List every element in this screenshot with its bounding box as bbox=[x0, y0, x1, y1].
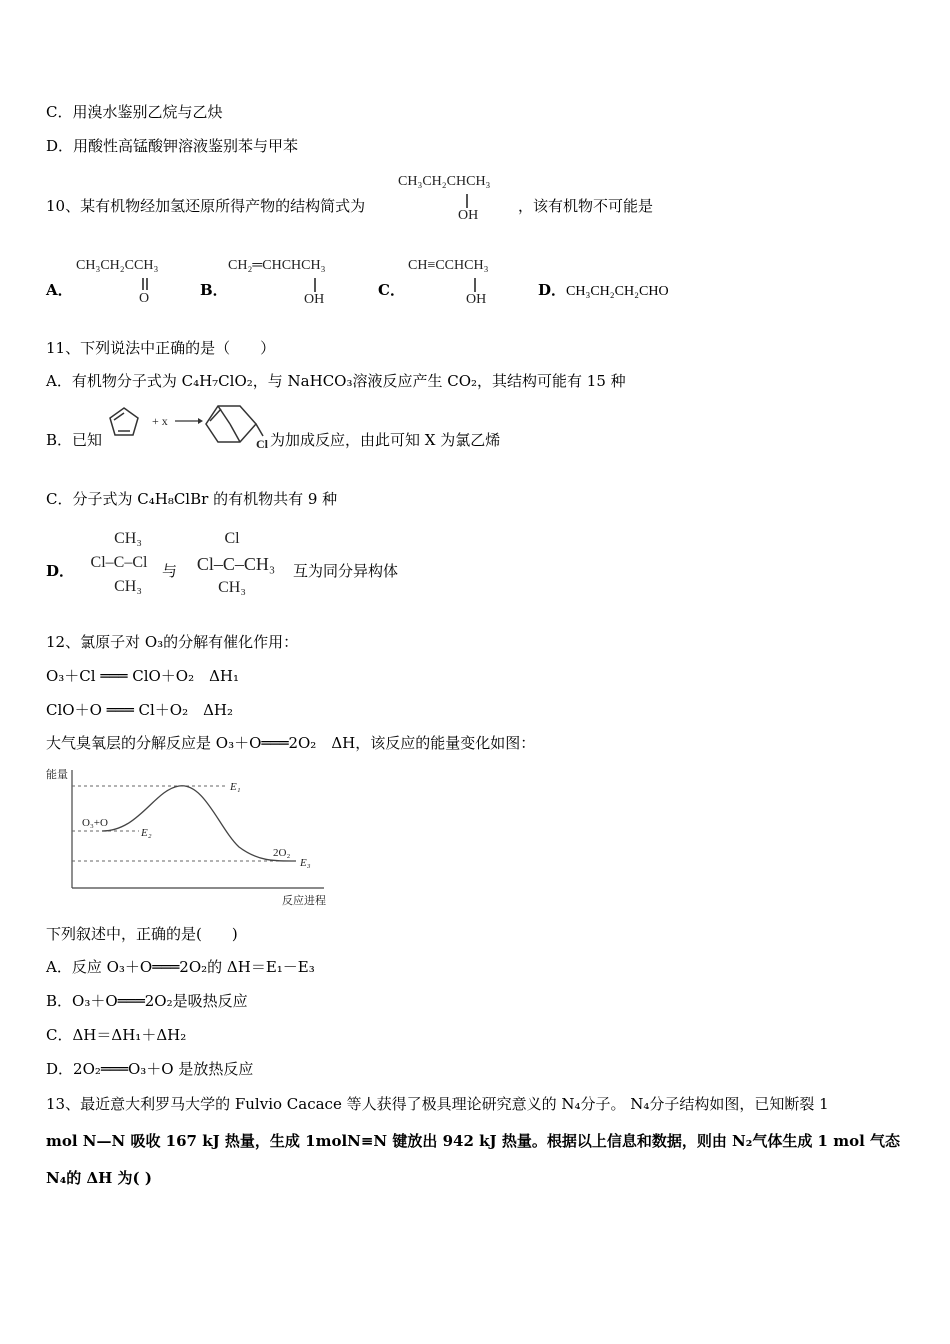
q11-stem: 11、下列说法中正确的是（ ） bbox=[46, 339, 276, 357]
q11-molecule-1 bbox=[78, 530, 160, 596]
molecule-2-top: Cl bbox=[224, 530, 240, 547]
q11-molecule-2 bbox=[184, 530, 288, 597]
q10-option-c-structure bbox=[408, 258, 489, 307]
q10-product-formula: CH₃CH₂CHCH₃ bbox=[398, 174, 491, 189]
q10-stem: 10、某有机物经加氢还原所得产物的结构简式为 bbox=[46, 197, 366, 215]
q12-ask: 下列叙述中，正确的是( ) bbox=[46, 925, 238, 943]
label-e1: E₁ bbox=[230, 781, 241, 793]
q11-and-text: 与 bbox=[162, 562, 178, 580]
bond bbox=[474, 278, 476, 292]
q10-option-b-structure bbox=[228, 258, 326, 307]
arrowhead-icon bbox=[198, 418, 203, 424]
q10-option-b-label: B． bbox=[200, 281, 228, 299]
q10-option-a-oxygen: O bbox=[139, 291, 150, 306]
chart-y-label: 能量 bbox=[46, 769, 68, 781]
norbornene-icon bbox=[206, 406, 263, 442]
q12-equation-1: O₃＋Cl ═══ ClO＋O₂ ΔH₁ bbox=[46, 667, 240, 685]
energy-curve bbox=[102, 786, 296, 861]
bond bbox=[142, 278, 144, 290]
q11-chlorine-label: Cl bbox=[256, 437, 268, 450]
q9-option-c: C．用溴水鉴别乙烷与乙炔 bbox=[46, 103, 223, 121]
q11-option-a: A．有机物分子式为 C₄H₇ClO₂，与 NaHCO₃溶液反应产生 CO₂，其结构可能有 15 种 bbox=[46, 372, 626, 390]
q13-line-1: 13、最近意大利罗马大学的 Fulvio Cacace 等人获得了极具理论研究意义的 N₄分子。 N₄分子结构如图，已知断裂 1 bbox=[46, 1095, 829, 1113]
q11-option-b-text: 为加成反应，由此可知 X 为氯乙烯 bbox=[270, 431, 501, 449]
q10-stem-post: ，该有机物不可能是 bbox=[518, 197, 654, 215]
q12-equation-2: ClO＋O ═══ Cl＋O₂ ΔH₂ bbox=[46, 701, 234, 719]
q11-option-b-label: B．已知 bbox=[46, 431, 103, 449]
q10-option-c-label: C． bbox=[378, 281, 405, 299]
q10-option-d bbox=[538, 280, 669, 302]
q11-option-d-label: D． bbox=[46, 562, 75, 580]
q11-option-d-text: 互为同分异构体 bbox=[293, 562, 399, 580]
q10-option-c-formula: CH≡CCHCH₃ bbox=[408, 258, 489, 273]
label-product: 2O₂ bbox=[273, 847, 291, 859]
q12-option-b: B．O₃＋O═══2O₂是吸热反应 bbox=[46, 992, 248, 1010]
bond bbox=[466, 194, 468, 208]
molecule-1-middle: Cl–C–Cl bbox=[90, 554, 148, 571]
q12-equation-3: 大气臭氧层的分解反应是 O₃＋O═══2O₂ ΔH，该反应的能量变化如图： bbox=[46, 734, 536, 752]
q10-option-a-label: A． bbox=[46, 281, 73, 299]
molecule-2-middle: Cl–C–CH₃ bbox=[196, 554, 276, 574]
q11-reaction-diagram bbox=[100, 400, 275, 450]
q10-option-a-formula: CH₃CH₂CCH₃ bbox=[76, 258, 159, 273]
q10-option-a-structure bbox=[76, 258, 159, 306]
label-reactant: O₃+O bbox=[82, 817, 108, 829]
q12-option-a: A．反应 O₃＋O═══2O₂的 ΔH＝E₁－E₃ bbox=[46, 958, 315, 976]
molecule-1-bottom: CH₃ bbox=[114, 578, 142, 595]
molecule-2-bottom: CH₃ bbox=[218, 579, 246, 596]
molecule-1-top: CH₃ bbox=[114, 530, 142, 547]
q10-option-b-oh: OH bbox=[304, 292, 325, 307]
label-e2: E₂ bbox=[141, 827, 152, 839]
chart-x-label: 反应进程 bbox=[282, 895, 326, 907]
q12-option-c: C．ΔH＝ΔH₁＋ΔH₂ bbox=[46, 1026, 187, 1044]
q10-option-d-formula: CH₃CH₂CH₂CHO bbox=[566, 284, 669, 299]
bond bbox=[314, 278, 316, 292]
q10-option-d-label: D． bbox=[538, 281, 567, 299]
q9-option-d: D．用酸性高锰酸钾溶液鉴别苯与甲苯 bbox=[46, 137, 299, 155]
q10-product-structure bbox=[398, 174, 491, 223]
q10-option-b-formula: CH₂═CHCHCH₃ bbox=[228, 258, 326, 273]
q13-line-3: N₄的 ΔH 为( ) bbox=[46, 1169, 152, 1187]
q11-option-c: C．分子式为 C₄H₈ClBr 的有机物共有 9 种 bbox=[46, 490, 338, 508]
q10-product-oh: OH bbox=[458, 208, 479, 223]
q12-stem: 12、氯原子对 O₃的分解有催化作用： bbox=[46, 633, 299, 651]
q12-option-d: D．2O₂═══O₃＋O 是放热反应 bbox=[46, 1060, 254, 1078]
q10-option-c-oh: OH bbox=[466, 292, 487, 307]
q11-plus-x: + x bbox=[152, 414, 168, 428]
label-e3: E₃ bbox=[300, 857, 311, 869]
q12-energy-chart bbox=[44, 762, 344, 910]
bond bbox=[146, 278, 148, 290]
q13-line-2: mol N—N 吸收 167 kJ 热量，生成 1molN≡N 键放出 942 kJ 热量。根据以上信息和数据，则由 N₂气体生成 1 mol 气态 bbox=[46, 1132, 901, 1150]
cyclopentadiene-icon bbox=[110, 408, 138, 435]
